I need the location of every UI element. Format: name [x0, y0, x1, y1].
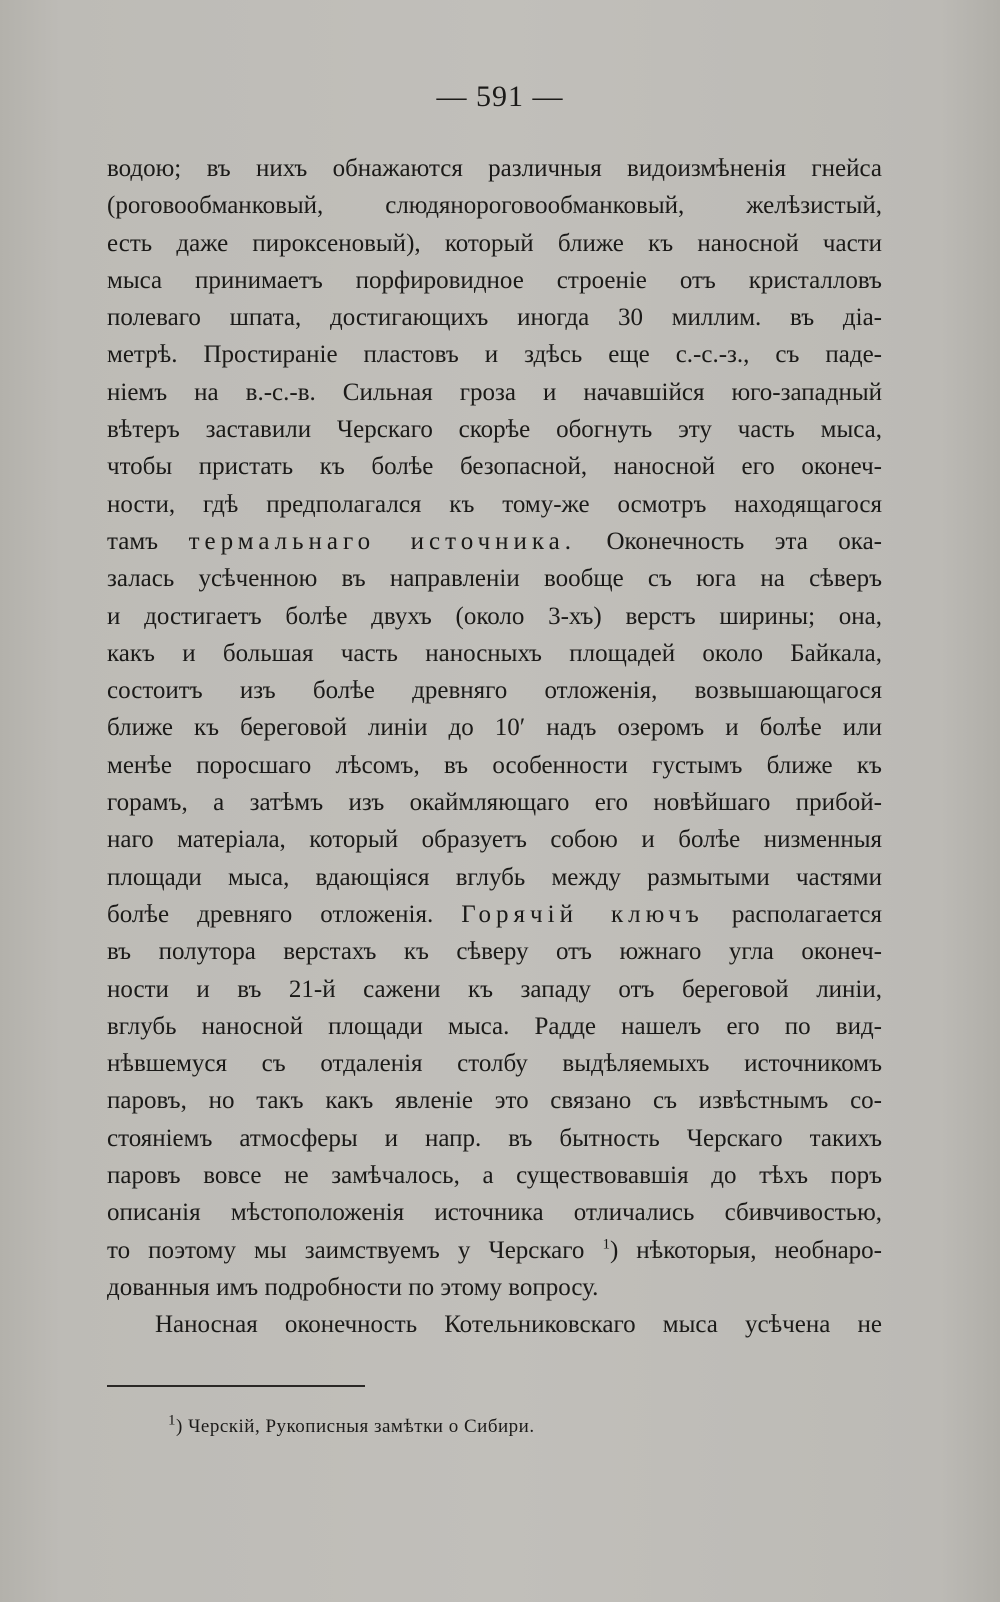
footnote-text: ) Черскій, Рукописныя замѣтки о Сибири.: [176, 1416, 535, 1437]
text-line: [107, 1232, 882, 1269]
text-line: площади мыса, вдающіяся вглубь между размытыми частями: [107, 863, 882, 891]
text-line: залась усѣченною въ направленіи вообще съ юга на сѣверъ: [107, 565, 882, 593]
text-line: нѣвшемуся съ отдаленія столбу выдѣляемыхъ источникомъ: [107, 1050, 882, 1078]
text-line: [107, 523, 882, 560]
text-fragment: располагается: [731, 900, 883, 928]
text-fragment: ) нѣкоторыя, необнаро-: [609, 1236, 882, 1264]
spaced-emphasis: термальнаго источника.: [188, 527, 577, 555]
text-line: чтобы пристать къ болѣе безопасной, наносной его оконеч-: [107, 453, 882, 481]
text-line: дованныя имъ подробности по этому вопросу.: [107, 1273, 599, 1301]
text-line: ближе къ береговой линіи до 10′ надъ озеромъ и болѣе или: [107, 714, 882, 742]
text-line: наго матеріала, который образуетъ собою и болѣе низменныя: [107, 826, 882, 854]
text-fragment: то поэтому мы заимствуемъ у Черскаго: [107, 1236, 585, 1264]
text-line: вглубь наносной площади мыса. Радде нашелъ его по вид-: [107, 1012, 882, 1040]
text-line: менѣе поросшаго лѣсомъ, въ особенности густымъ ближе къ: [107, 751, 882, 779]
text-line: ніемъ на в.-с.-в. Сильная гроза и начавшійся юго-западный: [107, 378, 882, 406]
text-line: мыса принимаетъ порфировидное строеніе отъ кристалловъ: [107, 266, 882, 294]
text-line: описанія мѣстоположенія источника отличались сбивчивостью,: [107, 1199, 882, 1227]
text-line: вѣтеръ заставили Черскаго скорѣе обогнуть эту часть мыса,: [107, 416, 882, 444]
text-fragment: болѣе древняго отложенія.: [107, 900, 434, 928]
footnote: [168, 1412, 535, 1438]
text-line: какъ и большая часть наносныхъ площадей около Байкала,: [107, 639, 882, 667]
footnote-marker: 1: [168, 1412, 176, 1429]
text-line: ности, гдѣ предполагался къ тому-же осмотръ находящагося: [107, 490, 882, 518]
text-fragment: Оконечность эта ока-: [606, 527, 882, 555]
text-line: состоитъ изъ болѣе древняго отложенія, возвышающагося: [107, 677, 882, 705]
text-line: полеваго шпата, достигающихъ иногда 30 миллим. въ діа-: [107, 304, 882, 332]
body-text: [107, 150, 882, 1344]
text-line: въ полутора верстахъ къ сѣверу отъ южнаго угла оконеч-: [107, 938, 882, 966]
paragraph-first-line: Наносная оконечность Котельниковскаго мыса усѣчена не: [155, 1311, 882, 1339]
text-line: ности и въ 21-й сажени къ западу отъ береговой линіи,: [107, 975, 882, 1003]
text-line: горамъ, а затѣмъ изъ окаймляющаго его новѣйшаго прибой-: [107, 789, 882, 817]
text-fragment: тамъ: [107, 527, 159, 555]
page-number: — 591 —: [436, 80, 564, 113]
text-line: стояніемъ атмосферы и напр. въ бытность Черскаго такихъ: [107, 1124, 882, 1152]
text-line: паровъ, но такъ какъ явленіе это связано съ извѣстнымъ со-: [107, 1087, 882, 1115]
text-line: (роговообманковый, слюдянороговообманковый, желѣзистый,: [107, 192, 882, 220]
text-line: есть даже пироксеновый), который ближе къ наносной части: [107, 229, 882, 257]
text-line: и достигаетъ болѣе двухъ (около 3-хъ) верстъ ширины; она,: [107, 602, 882, 630]
spaced-emphasis: Горячій ключъ: [461, 900, 704, 928]
text-line: метрѣ. Простираніе пластовъ и здѣсь еще с.-с.-з., съ паде-: [107, 341, 882, 369]
footnote-reference[interactable]: 1: [602, 1236, 610, 1253]
text-line: [107, 896, 882, 933]
text-line: водою; въ нихъ обнажаются различныя видоизмѣненія гнейса: [107, 155, 882, 182]
footnote-divider: [107, 1385, 365, 1387]
text-line: паровъ вовсе не замѣчалось, а существовавшія до тѣхъ поръ: [107, 1162, 882, 1190]
